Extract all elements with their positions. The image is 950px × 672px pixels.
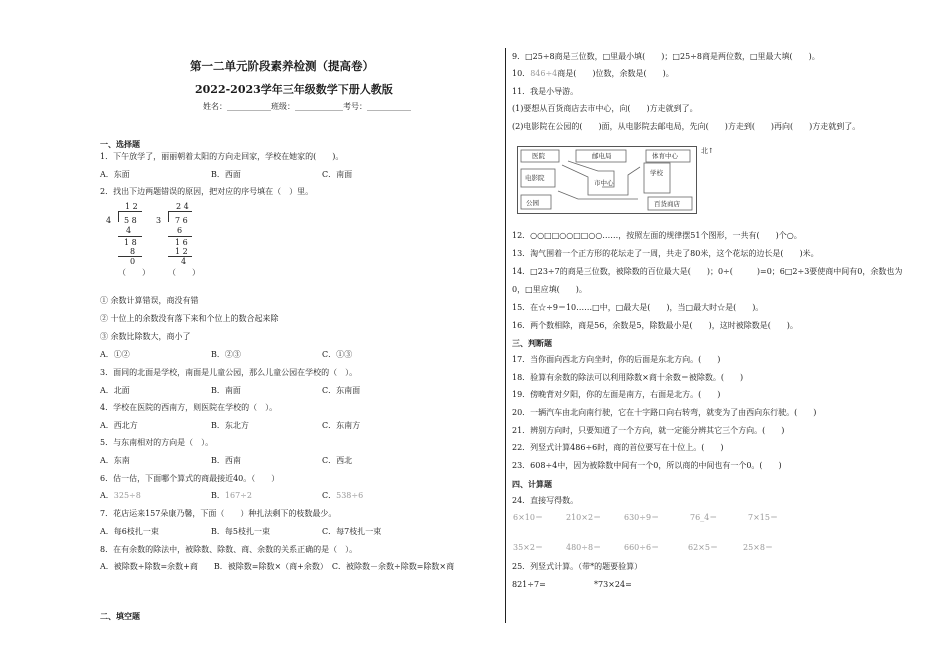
q3-option-a[interactable]: A．北面 <box>100 386 130 395</box>
div1-step2: 1 8 <box>124 238 137 247</box>
north-arrow-icon: 北↑ <box>701 147 714 155</box>
q25: 25．列竖式计算。（带*的题要验算） <box>512 562 643 571</box>
q16: 16．两个数相除，商是56，余数是5，除数最小是( )，这时被除数是( )。 <box>512 321 798 330</box>
q6-option-b[interactable]: B．167÷2 <box>211 491 252 500</box>
div2-answer-paren[interactable]: （ ） <box>168 268 200 277</box>
calc-item[interactable]: 480÷8＝ <box>566 543 602 552</box>
q9: 9．□25÷8商是三位数，□里最小填( )；□25÷8商是两位数，□里最大填( )。 <box>512 52 820 61</box>
q6-option-a[interactable]: A．325÷8 <box>100 491 141 500</box>
q2-reason-2: ② 十位上的余数没有落下来和个位上的数合起来除 <box>100 314 279 323</box>
q5-option-a[interactable]: A．东南 <box>100 456 130 465</box>
q4-option-b[interactable]: B．东北方 <box>211 421 249 430</box>
map-hospital-label: 医院 <box>532 152 545 160</box>
q20: 20．一辆汽车由北向南行驶，它在十字路口向右转弯，就变为了由西向东行驶。( ) <box>512 408 817 417</box>
q1-option-b[interactable]: B．西面 <box>211 170 241 179</box>
div1-step1: 4 <box>126 226 132 235</box>
div2-divisor: 3 <box>156 216 162 225</box>
q7-stem: 7．花店运来157朵康乃馨，下面（ ）种扎法剩下的枝数最少。 <box>100 509 337 518</box>
q8-options[interactable]: A．被除数÷除数=余数+商 B．被除数=除数×（商+余数） C．被除数－余数÷除数=除数×商 <box>100 562 455 571</box>
q5-stem: 5．与东南相对的方向是（ ）。 <box>100 438 214 447</box>
calc-item[interactable]: 6×10＝ <box>513 513 543 522</box>
q15: 15．在☆÷9＝10……□中，□最大是( )，当□最大时☆是( )。 <box>512 303 764 312</box>
map-cinema-label: 电影院 <box>525 174 545 182</box>
q5-option-b[interactable]: B．西南 <box>211 456 241 465</box>
student-info-fields: 姓名：___________班级：____________考号：___________ <box>203 102 411 111</box>
q7-option-c[interactable]: C．每7枝扎一束 <box>322 527 382 536</box>
city-map <box>517 146 697 214</box>
map-park-label: 公园 <box>526 199 539 207</box>
q12: 12．○○□□○○□□○○……，按照左面的规律摆51个图形，一共有( )个○。 <box>512 231 802 240</box>
q14-continued: 0，□里应填( )。 <box>512 285 587 294</box>
q19: 19．傍晚背对夕阳，你的左面是南方，右面是北方。( ) <box>512 390 721 399</box>
q10: 10．846÷4商是( )位数，余数是( )。 <box>512 69 674 78</box>
calc-item[interactable]: 7×15＝ <box>748 513 778 522</box>
q14: 14．□23÷7的商是三位数，被除数的百位最大是( )；0÷( )=0；6□2÷3要使商中间有0，余数也为 <box>512 267 903 276</box>
section-choice-heading: 一、选择题 <box>100 139 140 149</box>
q11-part1: (1)要想从百货商店去市中心，向( )方走就到了。 <box>512 104 698 113</box>
div1-answer-paren[interactable]: （ ） <box>118 268 150 277</box>
div2-dividend: 7 6 <box>175 216 188 225</box>
q3-option-c[interactable]: C．东南面 <box>322 386 361 395</box>
q3-stem: 3．面同的北面是学校，南面是儿童公园，那么儿童公园在学校的（ ）。 <box>100 368 358 377</box>
q23: 23．608÷4中，因为被除数中间有一个0，所以商的中间也有一个0。( ) <box>512 461 782 470</box>
q7-option-a[interactable]: A．每6枝扎一束 <box>100 527 159 536</box>
div2-remainder: 4 <box>181 257 187 266</box>
div2-step1: 6 <box>177 226 183 235</box>
q2-reason-1: ① 余数计算错误，商没有错 <box>100 296 199 305</box>
div1-dividend: 5 8 <box>124 216 137 225</box>
calc-item[interactable]: 630÷9＝ <box>624 513 660 522</box>
map-city-center-label: 市中心 <box>594 179 614 187</box>
div1-quotient: 1 2 <box>125 202 138 211</box>
q2-option-c[interactable]: C．①③ <box>322 350 353 359</box>
q13: 13．淘气围着一个正方形的花坛走了一周，共走了80米，这个花坛的边长是( )米。 <box>512 249 819 258</box>
calc-item[interactable]: 210×2＝ <box>566 513 602 522</box>
calc-item[interactable]: 25×8＝ <box>743 543 773 552</box>
q1-option-c[interactable]: C．南面 <box>322 170 353 179</box>
q7-option-b[interactable]: B．每5枝扎一束 <box>211 527 270 536</box>
q24: 24．直接写得数。 <box>512 496 579 505</box>
q2-option-b[interactable]: B．②③ <box>211 350 241 359</box>
section-fill-heading: 二、填空题 <box>100 611 140 621</box>
q1-option-a[interactable]: A．东面 <box>100 170 130 179</box>
q25-item-b[interactable]: *73×24= <box>594 580 632 589</box>
calc-item[interactable]: 660÷6＝ <box>624 543 660 552</box>
div1-remainder: 0 <box>130 257 136 266</box>
q11: 11．我是小导游。 <box>512 87 579 96</box>
q6-option-c[interactable]: C．538÷6 <box>322 491 364 500</box>
q22: 22．列竖式计算486÷6时，商的首位要写在十位上。( ) <box>512 443 724 452</box>
q5-option-c[interactable]: C．西北 <box>322 456 353 465</box>
q3-option-b[interactable]: B．南面 <box>211 386 241 395</box>
q25-item-a[interactable]: 821÷7= <box>512 580 546 589</box>
section-calc-heading: 四、计算题 <box>512 479 552 489</box>
q4-option-a[interactable]: A．西北方 <box>100 421 138 430</box>
q17: 17．当你面向西北方向坐时，你的后面是东北方向。( ) <box>512 355 721 364</box>
q2-stem: 2．找出下边两题错误的原因，把对应的序号填在（ ）里。 <box>100 187 314 196</box>
q2-option-a[interactable]: A．①② <box>100 350 130 359</box>
map-sports-center-label: 体育中心 <box>652 152 678 160</box>
q4-stem: 4．学校在医院的西南方，则医院在学校的（ ）。 <box>100 403 278 412</box>
calc-item[interactable]: 76_4＝ <box>690 513 718 522</box>
calc-item[interactable]: 35×2＝ <box>513 543 543 552</box>
column-divider <box>505 48 506 623</box>
section-judge-heading: 三、判断题 <box>512 338 552 348</box>
page-title: 第一二单元阶段素养检测（提高卷） <box>190 59 374 73</box>
q8-stem: 8．在有余数的除法中，被除数、除数、商、余数的关系正确的是（ ）。 <box>100 545 358 554</box>
map-store-label: 百货商店 <box>654 200 680 208</box>
div1-divisor: 4 <box>106 216 112 225</box>
calc-item[interactable]: 62×5＝ <box>688 543 718 552</box>
div2-step3: 1 2 <box>175 247 188 256</box>
div2-step2: 1 6 <box>175 238 188 247</box>
q18: 18．验算有余数的除法可以利用除数×商十余数＝被除数。( ) <box>512 373 744 382</box>
q21: 21．辨别方向时，只要知道了一个方向，就一定能分辨其它三个方向。( ) <box>512 426 785 435</box>
q1-stem: 1．下午放学了，丽丽朝着太阳的方向走回家，学校在她家的( )。 <box>100 152 344 161</box>
q4-option-c[interactable]: C．东南方 <box>322 421 361 430</box>
div2-quotient: 2 4 <box>176 202 189 211</box>
map-school-label: 学校 <box>650 169 663 177</box>
q2-reason-3: ③ 余数比除数大，商小了 <box>100 332 191 341</box>
q11-part2: (2)电影院在公园的( )面，从电影院去邮电局，先向( )方走到( )再向( )方走就到了。 <box>512 122 861 131</box>
div1-step3: 8 <box>130 247 136 256</box>
q6-stem: 6．估一估，下面哪个算式的商最接近40。（ ） <box>100 474 280 483</box>
map-post-office-label: 邮电局 <box>592 152 612 160</box>
page-subtitle: 2022-2023学年三年级数学下册人教版 <box>195 83 393 96</box>
